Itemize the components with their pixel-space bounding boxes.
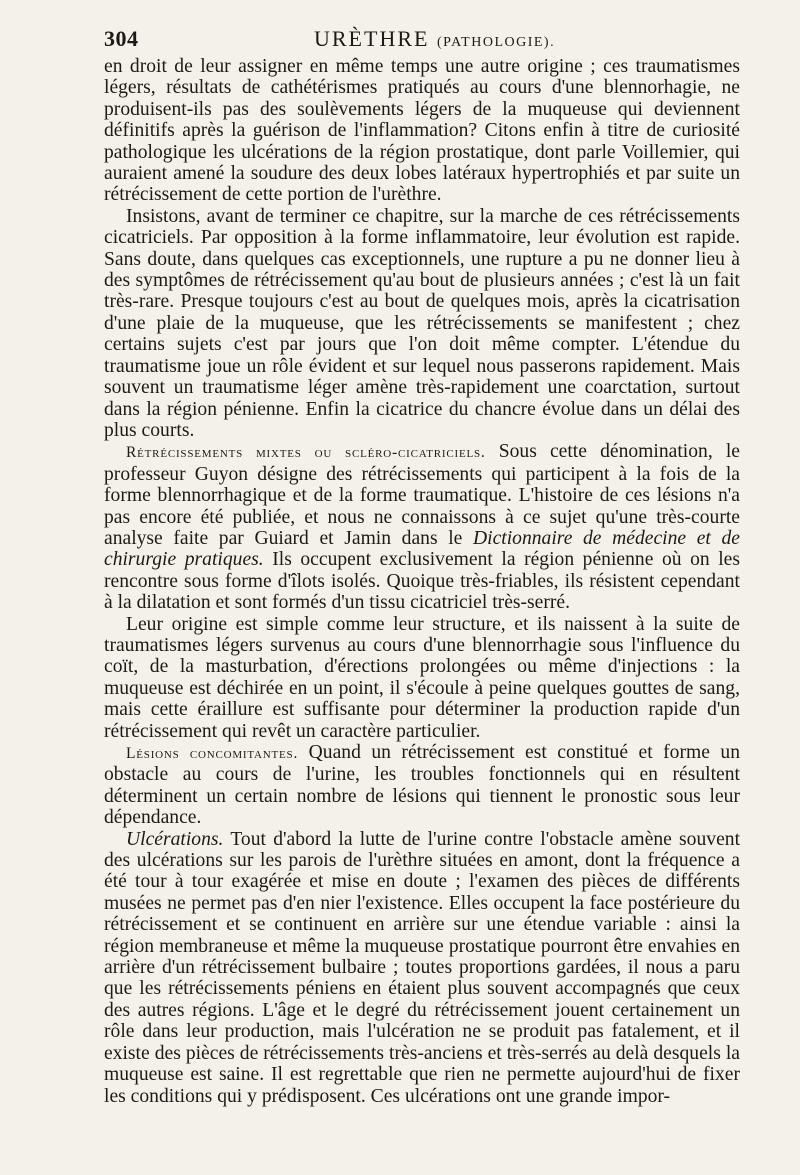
paragraph-cicatricial-course: Insistons, avant de terminer ce chapitre, sur la marche de ces rétrécissements cicatriciels. Par opposition à la forme inflammatoire, leur évolution est rapide. Sans doute, dans quelques cas exceptionnels, une rupture a pu ne donner lieu à des symptômes de rétrécissement qu'au bout de plusieurs années ; c'est là un fait très-rare. Presque toujours c'est au bout de quelques mois, après la cicatrisation d'une plaie de la muqueuse, que les rétrécissements se manifestent ; chez certains sujets c'est par jours que l'on doit même compter. L'étendue du traumatisme joue un rôle évident et sur lequel nous passerons rapidement. Mais souvent un traumatisme léger amène très-rapidement une coarctation, surtout dans la région pénienne. Enfin la cicatrice du chancre évolue dans un délai des plus courts. [104, 205, 740, 441]
paragraph-continuation: en droit de leur assigner en même temps une autre origine ; ces traumatismes légers, résultats de cathétérismes pratiqués au cours d'une blennorhagie, ne produisent-ils pas des soulèvements légers de la muqueuse qui deviennent définitifs après la guérison de l'inflammation? Citons enfin à titre de curiosité pathologique les ulcérations de la région prostatique, dont parle Voillemier, qui auraient amené la soudure des deux lobes latéraux hypertrophiés et par suite un rétrécissement de cette portion de l'urèthre. [104, 56, 740, 206]
running-title-main: URÈTHRE [314, 26, 430, 51]
paragraph-text: Sous cette dénomination, le professeur Guyon désigne des rétrécissements qui participent à la fois de la forme blennorrhagique et de la forme traumatique. L'histoire de ces lésions n'a pas encore été publiée, et nous ne connaissons à ce sujet qu'une très-courte analyse faite par Guiard et Jamin dans le [104, 441, 740, 549]
section-heading-ulcerations: Ulcérations. [126, 828, 224, 850]
paragraph-origin: Leur origine est simple comme leur structure, et ils naissent à la suite de traumatismes légers survenus au cours d'une blennorrhagie sous l'influence du coït, de la masturbation, d'érections prolongées ou même d'injections : la muqueuse est déchirée en un point, il s'écoule à peine quelques gouttes de sang, mais cette éraillure est suffisante pour déterminer la production rapide d'un rétrécissement qui revêt un caractère particulier. [104, 613, 740, 742]
cited-work-title: Dictionnaire de médecine et de chirurgie pratiques. [104, 527, 740, 571]
body-text [104, 56, 740, 1107]
page-number: 304 [104, 26, 139, 51]
paragraph-text: Quand un rétrécissement est constitué et forme un obstacle au cours de l'urine, les troubles fonctionnels qui en résultent déterminent un certain nombre de lésions qui tiennent le pronostic sous leur dépendance. [104, 742, 740, 829]
running-title-subtitle: (PATHOLOGIE). [436, 35, 556, 50]
paragraph-text: Tout d'abord la lutte de l'urine contre l'obstacle amène souvent des ulcérations sur les parois de l'urèthre situées en amont, dont la fréquence a été tour à tour exagérée et mise en doute ; l'examen des pièces de différents musées ne permet pas d'en nier l'existence. Elles occupent la face postérieure du rétrécissement et se continuent en arrière sur une étendue variable : ainsi la région membraneuse et même la muqueuse prostatique pourront être envahies en arrière d'un rétrécissement bulbaire ; toutes proportions gardées, il nous a paru que les rétrécissements péniens en étaient plus souvent accompagnés que ceux des autres régions. L'âge et le degré du rétrécissement jouent certainement un rôle dans leur production, mais l'ulcération ne se produit pas fatalement, et il existe des pièces de rétrécissements très-anciens et très-serrés au delà desquels la muqueuse est saine. Il est regrettable que rien ne permette aujourd'hui de fixer les conditions qui y prédisposent. Ces ulcérations ont une grande impor- [104, 828, 741, 1107]
running-header [104, 20, 740, 56]
paragraph-ulcerations [104, 829, 740, 1107]
paragraph-concomitant-lesions [104, 742, 740, 829]
section-heading-lesions: Lésions concomitantes. [126, 745, 299, 762]
running-title [314, 26, 555, 52]
section-heading-mixed: Rétrécissements mixtes ou scléro-cicatriciels. [126, 444, 486, 462]
paragraph-text: Ils occupent exclusivement la région pénienne où on les rencontre sous forme d'îlots isolés. Quoique très-friables, ils résistent cependant à la dilatation et sont formés d'un tissu cicatriciel très-serré. [104, 549, 741, 614]
paragraph-mixed-strictures [104, 441, 740, 613]
